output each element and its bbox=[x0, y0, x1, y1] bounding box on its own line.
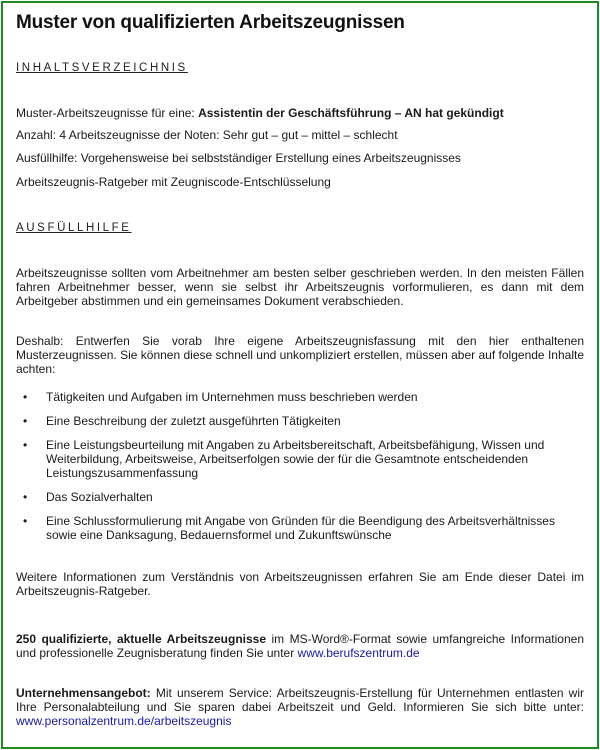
list-item: • Eine Beschreibung der zuletzt ausgeführten Tätigkeiten bbox=[23, 414, 341, 428]
toc-line-target-label: Muster-Arbeitszeugnisse für eine: bbox=[16, 106, 199, 120]
bullet-icon: • bbox=[23, 390, 28, 404]
berufszentrum-link[interactable]: www.berufszentrum.de bbox=[297, 646, 420, 660]
company-paragraph bbox=[16, 686, 584, 728]
bullet-icon: • bbox=[23, 414, 28, 428]
requirements-list bbox=[16, 390, 584, 542]
toc-line-target bbox=[16, 106, 584, 121]
toc-line-target-value: Assistentin der Geschäftsführung – AN hat gekündigt bbox=[198, 106, 504, 120]
toc-line-help: Ausfüllhilfe: Vorgehensweise bei selbstständiger Erstellung eines Arbeitszeugnisses bbox=[16, 151, 461, 165]
help-paragraph-2: Deshalb: Entwerfen Sie vorab Ihre eigene Arbeitszeugnisfassung mit den hier enthaltenen Musterzeugnissen. Sie können diese schnell und unkompliziert erstellen, müssen aber auf folgende Inhalte achten: bbox=[16, 334, 584, 376]
list-item: • Das Sozialverhalten bbox=[23, 490, 153, 504]
help-paragraph-1: Arbeitszeugnisse sollten vom Arbeitnehmer am besten selber geschrieben werden. In den meisten Fällen fahren Arbeitnehmer besser, wenn sie selbst ihr Arbeitszeugnis vorformulieren, es dann mit dem Arbeitgeber abstimmen und ein gemeinsames Dokument verabschieden. bbox=[16, 266, 584, 308]
promo-paragraph bbox=[16, 632, 584, 660]
toc-line-count: Anzahl: 4 Arbeitszeugnisse der Noten: Sehr gut – gut – mittel – schlecht bbox=[16, 128, 398, 142]
bullet-icon: • bbox=[23, 438, 28, 452]
help-heading: AUSFÜLLHILFE bbox=[16, 222, 132, 234]
company-text: Mit unserem Service: Arbeitszeugnis-Erstellung für Unternehmen entlasten wir Ihre Personalabteilung und Sie sparen dabei Arbeitszeit und Geld. Informieren Sie sich bitte unter: bbox=[16, 686, 584, 714]
personalzentrum-link[interactable]: www.personalzentrum.de/arbeitszeugnis bbox=[16, 714, 232, 728]
bullet-icon: • bbox=[23, 514, 28, 528]
bullet-icon: • bbox=[23, 490, 28, 504]
company-highlight: Unternehmensangebot: bbox=[16, 686, 151, 700]
list-item: • Tätigkeiten und Aufgaben im Unternehmen muss beschrieben werden bbox=[23, 390, 418, 404]
toc-heading: INHALTSVERZEICHNIS bbox=[16, 62, 188, 74]
list-item: • Eine Leistungsbeurteilung mit Angaben zu Arbeitsbereitschaft, Arbeitsbefähigung, Wissen und Weiterbildung, Arbeitsweise, Arbeitserfolgen sowie der für die Gesamtnote entscheidenden Leistungszusammenfassung bbox=[23, 438, 545, 480]
promo-highlight: 250 qualifizierte, aktuelle Arbeitszeugnisse bbox=[16, 632, 267, 646]
toc-line-guide: Arbeitszeugnis-Ratgeber mit Zeugniscode-Entschlüsselung bbox=[16, 175, 331, 189]
promo-text: im MS-Word®-Format sowie umfangreiche Informationen und professionelle Zeugnisberatung finden Sie unter bbox=[16, 632, 584, 660]
page-title: Muster von qualifizierten Arbeitszeugnissen bbox=[16, 12, 405, 33]
help-paragraph-3: Weitere Informationen zum Verständnis von Arbeitszeugnissen erfahren Sie am Ende dieser Datei im Arbeitszeugnis-Ratgeber. bbox=[16, 570, 584, 598]
list-item: • Eine Schlussformulierung mit Angabe von Gründen für die Beendigung des Arbeitsverhältnisses sowie eine Danksagung, Bedauernsformel und Zukunftswünsche bbox=[23, 514, 555, 542]
